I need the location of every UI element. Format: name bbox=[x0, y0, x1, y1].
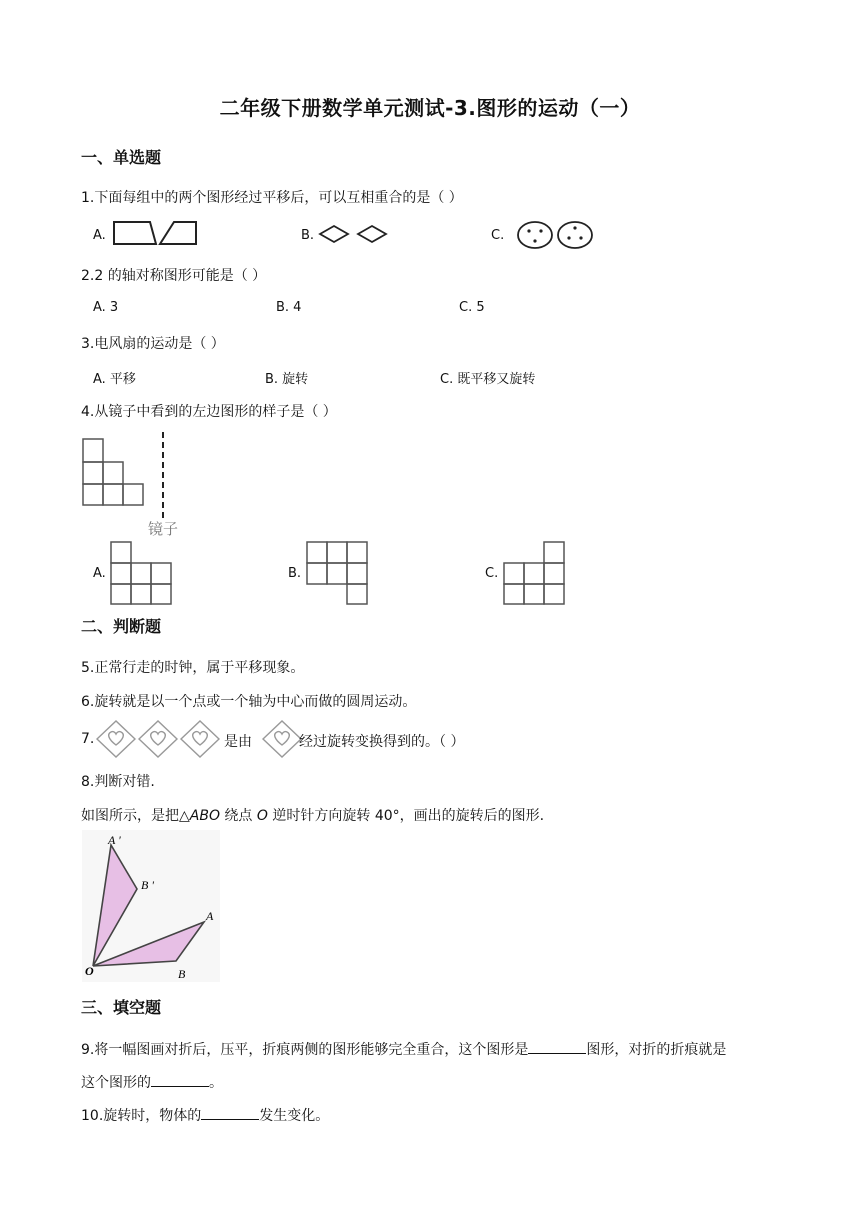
q1-option-b-label: B. bbox=[301, 228, 315, 243]
question-9-line1: 9.将一幅图画对折后，压平，折痕两侧的图形能够完全重合，这个图形是 图形，对折的折痕就是 bbox=[81, 1039, 726, 1059]
section-heading-single-choice: 一、单选题 bbox=[81, 148, 162, 167]
label-a-prime: A ' bbox=[108, 833, 121, 847]
q4-option-b-grid bbox=[306, 541, 372, 607]
q1-option-b-diamonds bbox=[318, 223, 390, 245]
q4-option-b-label: B. bbox=[288, 566, 302, 581]
q4-original-grid-figure bbox=[82, 438, 146, 508]
question-3: 3.电风扇的运动是（ ） bbox=[81, 336, 225, 352]
page-title: 二年级下册数学单元测试-3.图形的运动（一） bbox=[219, 96, 641, 120]
question-6: 6.旋转就是以一个点或一个轴为中心而做的圆周运动。 bbox=[81, 694, 417, 710]
q4-option-a-grid bbox=[110, 541, 176, 607]
q9-blank-2[interactable] bbox=[151, 1072, 209, 1087]
q4-option-a-label: A. bbox=[93, 566, 106, 581]
question-1: 1.下面每组中的两个图形经过平移后，可以互相重合的是（ ） bbox=[81, 190, 463, 206]
question-7-middle: 是由 bbox=[224, 734, 252, 750]
question-4: 4.从镜子中看到的左边图形的样子是（ ） bbox=[81, 404, 337, 420]
q9-blank-1[interactable] bbox=[528, 1039, 586, 1054]
section-heading-true-false: 二、判断题 bbox=[81, 617, 162, 636]
q7-rotated-hearts bbox=[95, 720, 221, 760]
question-5: 5.正常行走的时钟，属于平移现象。 bbox=[81, 660, 305, 676]
q4-mirror-label: 镜子 bbox=[148, 520, 179, 538]
question-2: 2.2 的轴对称图形可能是（ ） bbox=[81, 268, 267, 284]
q10-blank[interactable] bbox=[201, 1105, 259, 1120]
label-b-prime: B ' bbox=[141, 878, 154, 892]
question-10: 10.旋转时，物体的 发生变化。 bbox=[81, 1105, 329, 1125]
q4-mirror-line bbox=[158, 432, 168, 522]
q2-option-c: C. 5 bbox=[459, 300, 485, 315]
q3-option-c: C. 既平移又旋转 bbox=[440, 372, 536, 387]
q1-option-c-label: C. bbox=[491, 228, 505, 243]
label-o: O bbox=[85, 964, 94, 978]
question-7-prefix: 7. bbox=[81, 731, 95, 747]
question-8: 8.判断对错. bbox=[81, 774, 155, 790]
q3-option-a: A. 平移 bbox=[93, 372, 136, 387]
q2-option-b: B. 4 bbox=[276, 300, 302, 315]
q1-option-c-circles bbox=[516, 220, 596, 250]
section-heading-fill-in: 三、填空题 bbox=[81, 998, 162, 1017]
q7-original-heart bbox=[261, 720, 303, 760]
label-b: B bbox=[178, 967, 186, 981]
question-8-description: 如图所示，是把△ABO 绕点 O 逆时针方向旋转 40°，画出的旋转后的图形. bbox=[81, 808, 545, 824]
question-9-line2: 这个图形的 。 bbox=[81, 1072, 223, 1092]
q1-option-a-trapezoids bbox=[112, 220, 202, 248]
q2-option-a: A. 3 bbox=[93, 300, 119, 315]
q1-option-a-label: A. bbox=[93, 228, 106, 243]
label-a: A bbox=[206, 909, 214, 923]
question-7-suffix: 经过旋转变换得到的。（ ） bbox=[299, 734, 465, 750]
q4-option-c-label: C. bbox=[485, 566, 499, 581]
q8-rotation-figure bbox=[82, 830, 220, 982]
q4-option-c-grid bbox=[503, 541, 569, 607]
q3-option-b: B. 旋转 bbox=[265, 372, 309, 387]
